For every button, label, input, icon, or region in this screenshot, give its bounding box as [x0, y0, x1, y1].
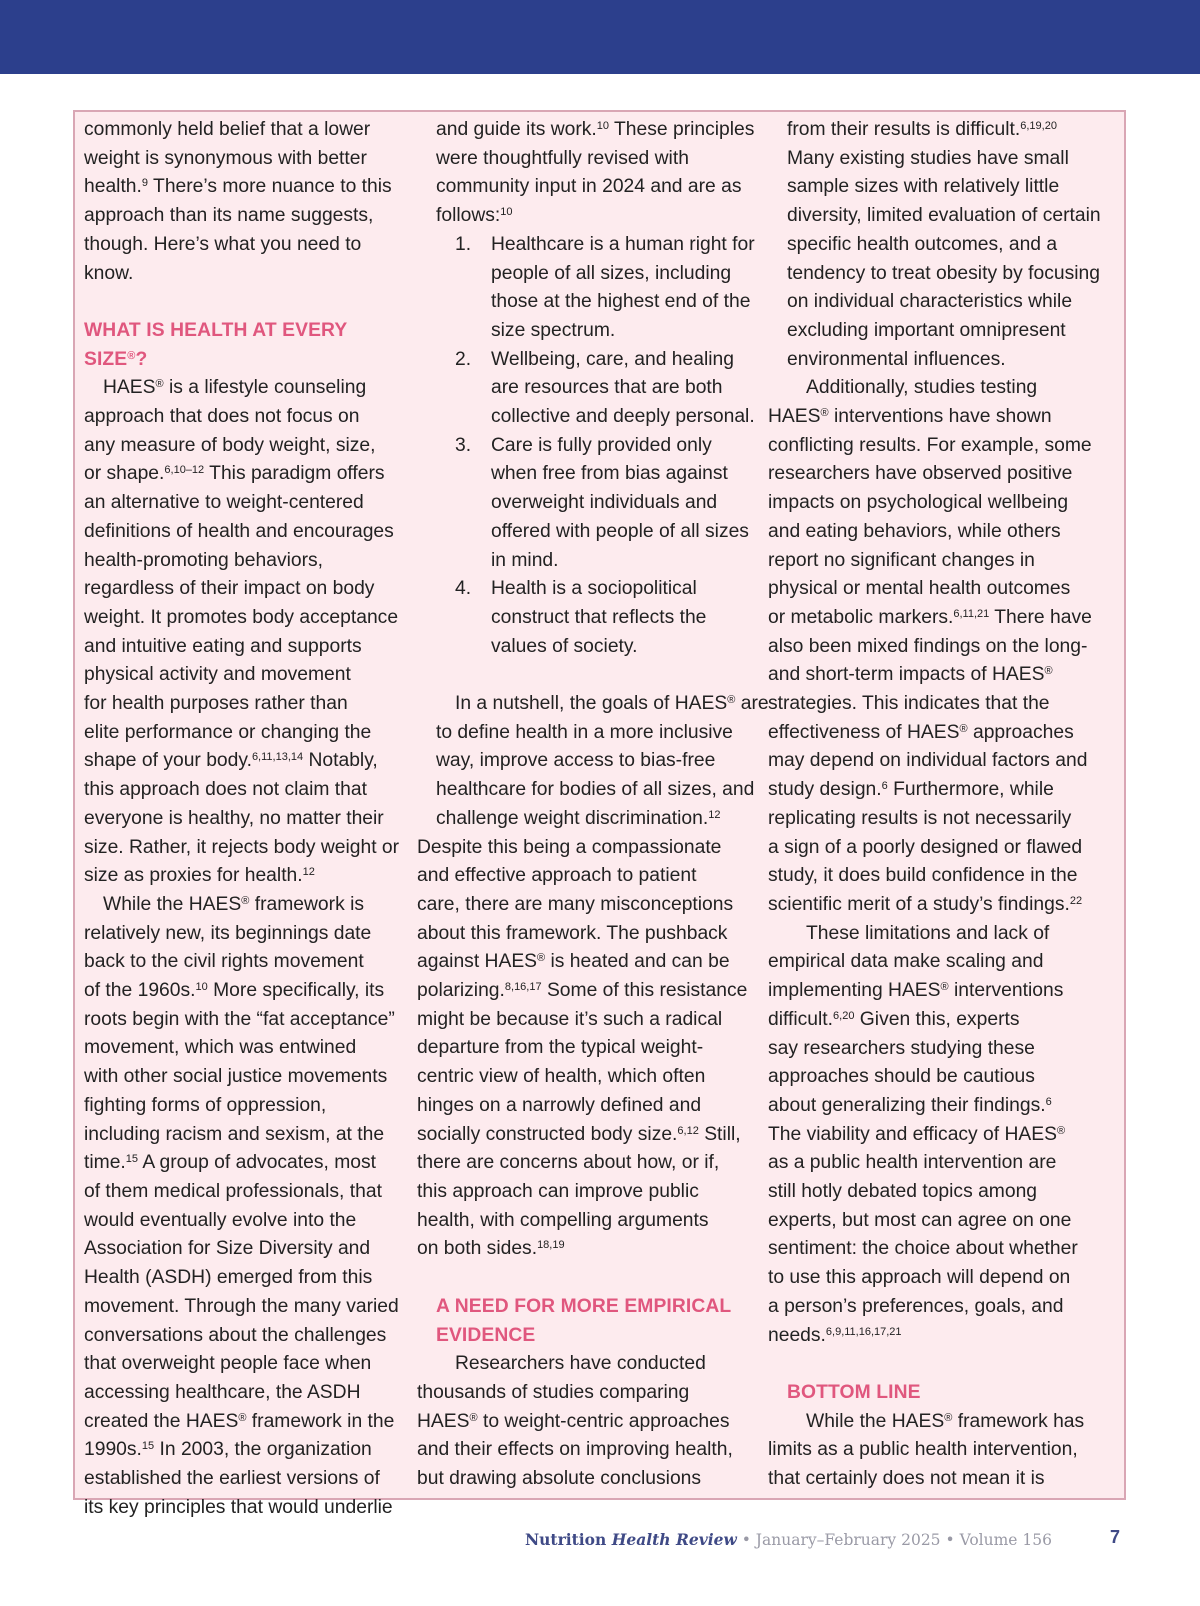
article-column-2 — [417, 116, 769, 1494]
section-heading: WHAT IS HEALTH AT EVERY SIZE®? — [84, 319, 347, 370]
body-paragraph: HAES® is a lifestyle counseling approach that does not focus on any measure of body weight, size, or shape.$^{6,10-12}$ This paradigm offers an alternative to weight-centered definitions of health and encourages health-promoting behaviors, regardless of their impact on body weight. It promotes body acceptance and intuitive eating and supports physical activity and movement for health purposes rather than elite performance or changing the shape of your body.$^{6,11,13,14}$ Notably, this approach does not claim that everyone is healthy, no matter their size. Rather, it rejects body weight or size as proxies for health.$^{12}$ — [84, 377, 400, 887]
citation: 12 — [302, 866, 315, 879]
citation: 6,20 — [833, 1009, 855, 1022]
citation: 15 — [141, 1440, 155, 1453]
principles-list — [436, 231, 766, 662]
body-paragraph: These limitations and lack of empirical data make scaling and implementing HAES® interventions difficult.$^{6,20}$ Given this, experts say researchers studying these approaches should be cautious about generalizing their findings.$^6$ The viability and efficacy of HAES® as a public health intervention are still hotly debated topics among experts, but most can agree on one sentiment: the choice about whether to use this approach will depend on a person’s preferences, goals, and needs.$^{6,9,11,16,17,21}$ — [768, 922, 1078, 1346]
page-number: 7 — [1110, 1527, 1121, 1547]
body-paragraph: While the HAES® framework is relatively new, its beginnings date back to the civil rights movement of the 1960s.$^{10}$ More specifically, its roots begin with the “fat acceptance” movement, which was entwined with other social justice movements fighting forms of oppression, including racism and sexism, at the time.$^{15}$ A group of advocates, most of them medical professionals, that would eventually evolve into the Association for Size Diversity and Health (ASDH) emerged from this movement. Through the many varied conversations about the challenges that overweight people face when accessing healthcare, the ASDH created the HAES® framework in the 1990s.$^{15}$ In 2003, the organization established the earliest versions of its key principles that would underlie — [84, 893, 399, 1518]
list-item: 1. Healthcare is a human right for people of all sizes, including those at the highest end of the size spectrum. — [455, 233, 755, 341]
article-column-1 — [84, 116, 414, 1522]
body-paragraph: Researchers have conducted thousands of studies comparing HAES® to weight-centric approaches and their effects on improving health, but drawing absolute conclusions — [417, 1353, 733, 1490]
citation: 9 — [141, 177, 149, 190]
citation: 6,11,21 — [953, 607, 990, 620]
section-heading: A NEED FOR MORE EMPIRICAL EVIDENCE — [436, 1295, 732, 1346]
citation: 6 — [881, 780, 888, 793]
citation: 10 — [596, 119, 610, 132]
section-heading: BOTTOM LINE — [787, 1381, 921, 1403]
body-paragraph: from their results is difficult.$^{6,19,20}$ Many existing studies have small sample sizes with relatively little diversity, limited evaluation of certain specific health outcomes, and a tendency to treat obesity by focusing on individual characteristics while excluding important omnipresent environmental influences. — [787, 119, 1101, 370]
citation: 6,19,20 — [1020, 119, 1057, 132]
body-paragraph: In a nutshell, the goals of HAES® are to define health in a more inclusive way, improve access to bias-free healthcare for bodies of all sizes, and challenge weight discrimination.$^{12}$ Despite this being a compassionate and effective approach to patient care, there are many misconceptions about this framework. The pushback against HAES® is heated and can be polarizing.$^{8,16,17}$ Some of this resistance might be because it’s such a radical departure from the typical weight- centric view of health, which often hinges on a narrowly defined and socially constructed body size.$^{6,12}$ Still, there are concerns about how, or if, this approach can improve public health, with compelling arguments on both sides.$^{18,19}$ — [417, 693, 769, 1260]
list-item: 2. Wellbeing, care, and healing are resources that are both collective and deeply personal. — [455, 348, 755, 428]
citation: 8,16,17 — [504, 981, 542, 994]
page-footer: Nutrition Health Review • January–February 2025 • Volume 156 — [524, 1530, 1052, 1549]
list-item: 3. Care is fully provided only when free from bias against overweight individuals and offered with people of all sizes in mind. — [455, 434, 749, 571]
issue-date: January–February 2025 — [755, 1531, 941, 1549]
citation: 6,12 — [677, 1124, 699, 1137]
list-item: 4. Health is a sociopolitical construct that reflects the values of society. — [455, 578, 707, 657]
citation: 10 — [195, 981, 208, 994]
citation: 15 — [125, 1153, 139, 1166]
body-paragraph: and guide its work.$^{10}$ These principles were thoughtfully revised with community input in 2024 and are as follows:$^{10}$ — [436, 119, 755, 227]
citation: 10 — [500, 206, 513, 219]
volume-number: Volume 156 — [959, 1531, 1052, 1549]
publication-name: Nutrition Health Review — [524, 1530, 737, 1549]
citation: 22 — [1069, 894, 1083, 907]
citation: 18,19 — [537, 1239, 565, 1252]
citation: 6 — [1045, 1095, 1052, 1108]
citation: 6,10–12 — [164, 464, 205, 477]
header-bar — [0, 0, 1200, 74]
article-column-3 — [768, 116, 1117, 1494]
body-paragraph: While the HAES® framework has limits as a public health intervention, that certainly does not mean it is — [768, 1410, 1085, 1490]
citation: 6,9,11,16,17,21 — [825, 1325, 902, 1338]
citation: 6,11,13,14 — [251, 751, 304, 764]
intro-paragraph: commonly held belief that a lower weight is synonymous with better health.$^9$ There’s more nuance to this approach than its name suggests, though. Here’s what you need to know. — [84, 119, 392, 284]
citation: 12 — [708, 808, 721, 821]
body-paragraph: Additionally, studies testing HAES® interventions have shown conflicting results. For example, some researchers have observed positive impacts on psychological wellbeing and eating behaviors, while others report no significant changes in physical or mental health outcomes or metabolic markers.$^{6,11,21}$ There have also been mixed findings on the long- and short-term impacts of HAES® strategies. This indicates that the effectiveness of HAES® approaches may depend on individual factors and study design.$^6$ Furthermore, while replicating results is not necessarily a sign of a poorly designed or flawed study, it does build confidence in the scientific merit of a study’s findings.$^{22}$ — [768, 377, 1092, 915]
